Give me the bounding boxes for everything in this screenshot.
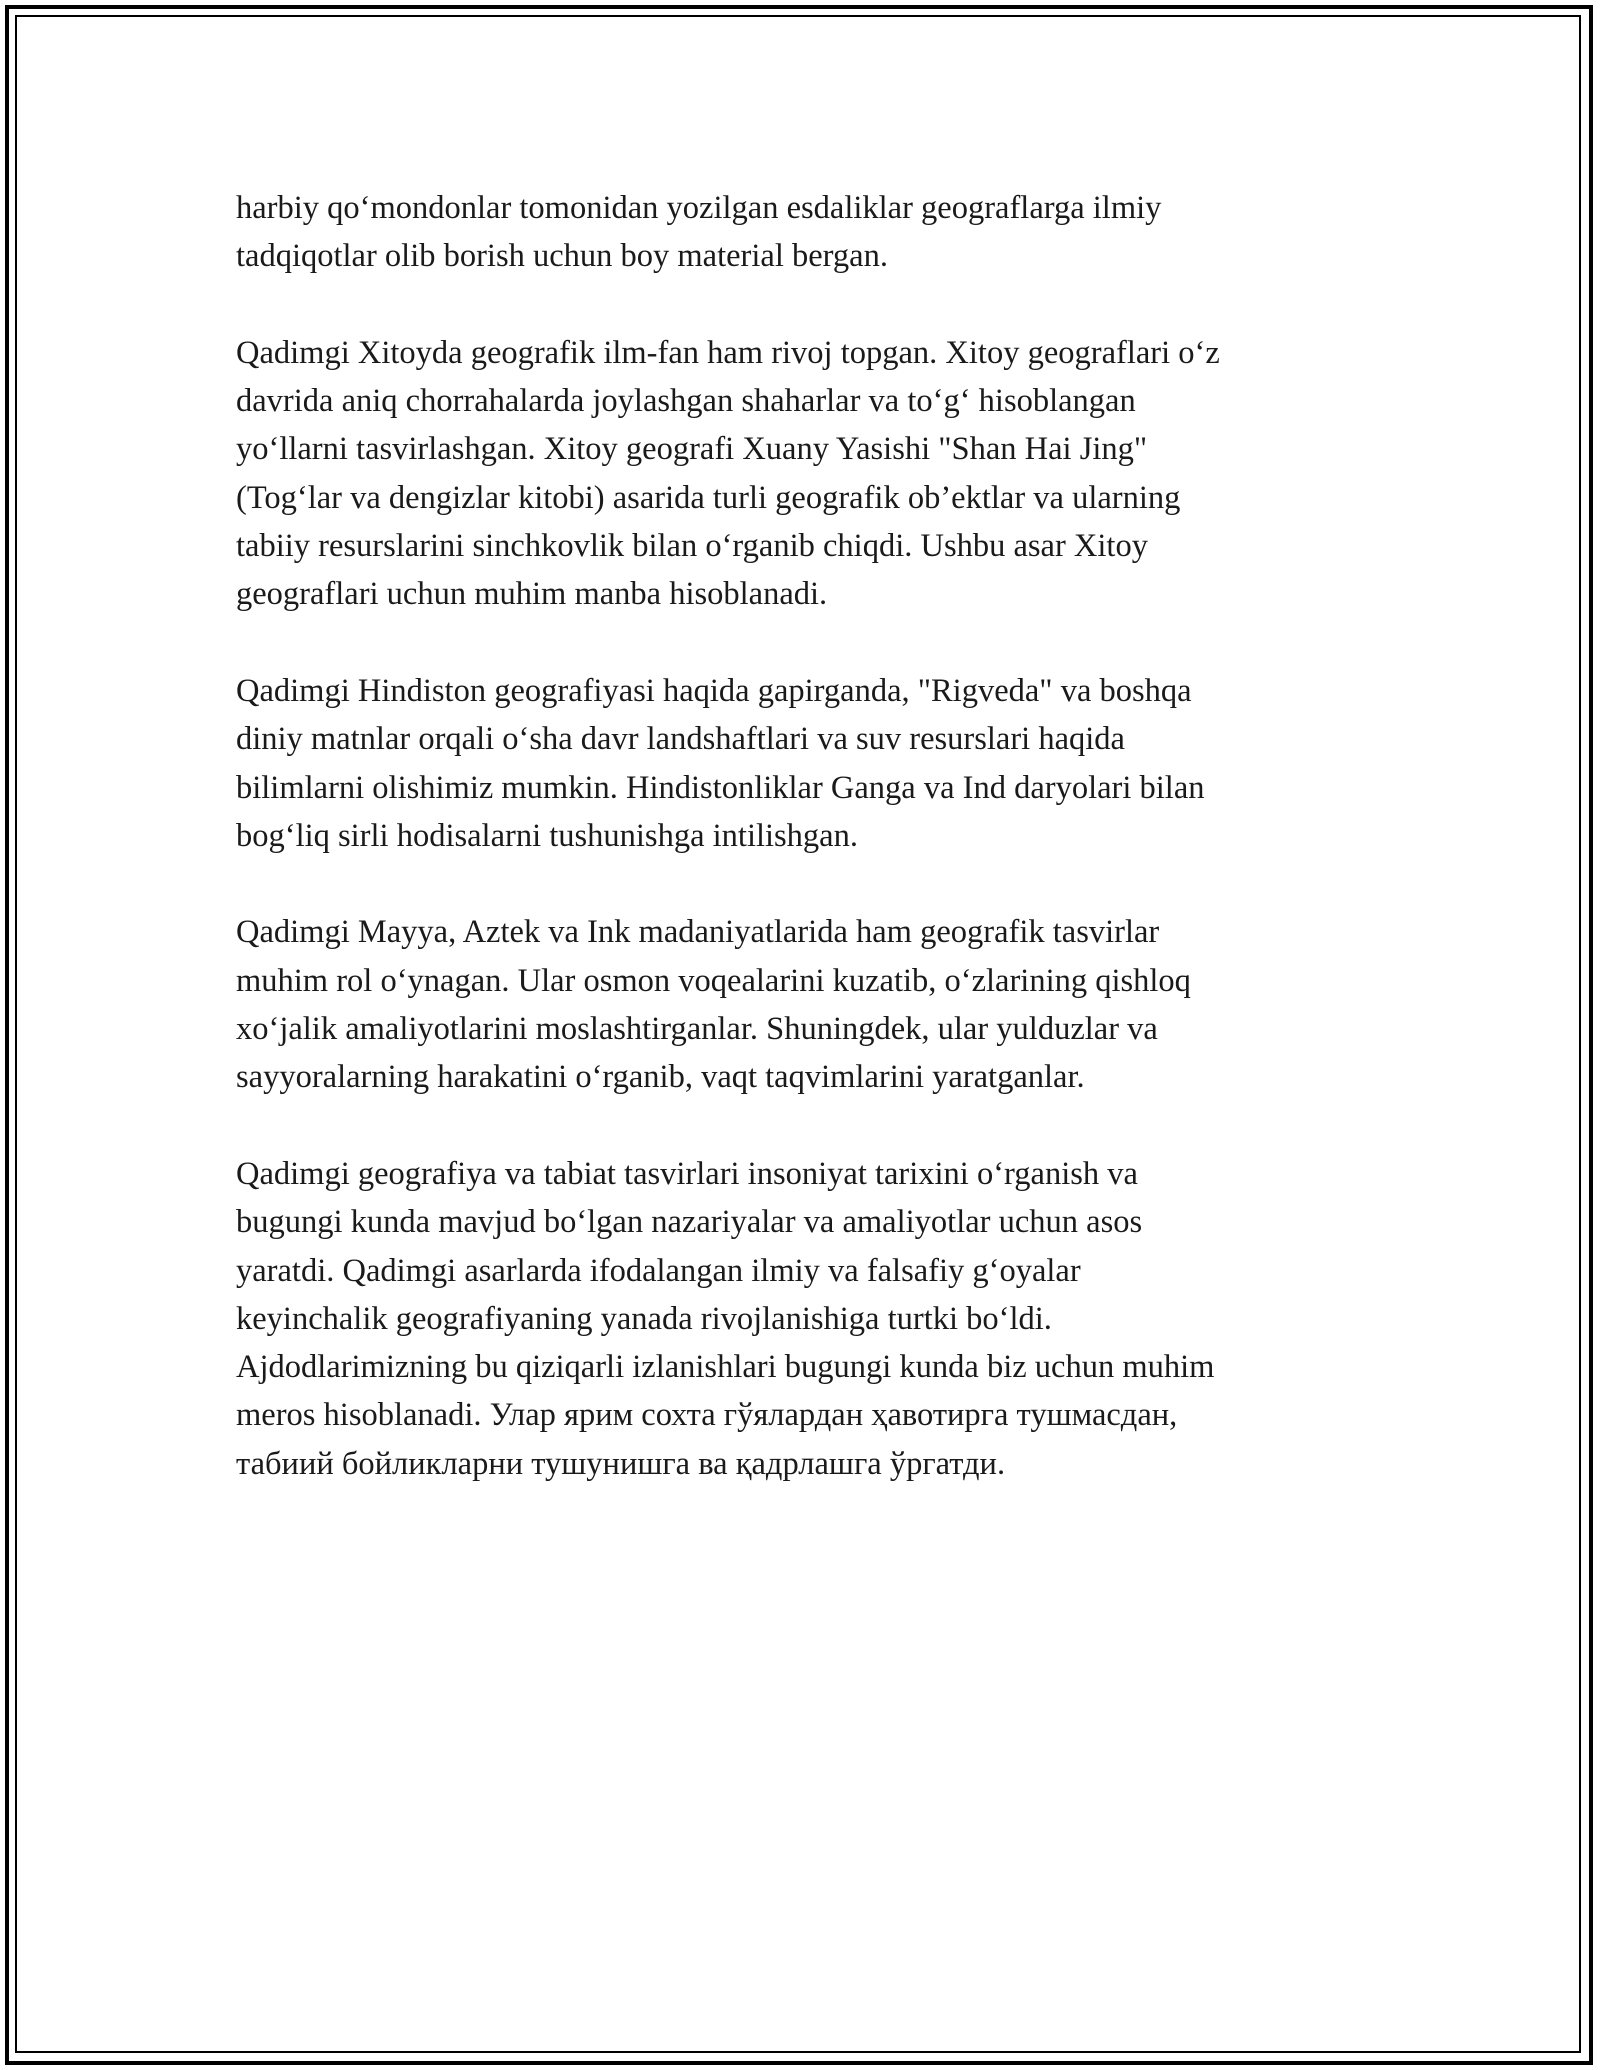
text-line: meros hisoblanadi. Улар ярим сохта гўялардан ҳавотирга тушмасдан, xyxy=(236,1397,1178,1434)
text-line: Qadimgi Mayya, Aztek va Ink madaniyatlarida ham geografik tasvirlar xyxy=(236,914,1160,951)
paragraph-1 xyxy=(236,184,1376,281)
text-line: (Tog‘lar va dengizlar kitobi) asarida turli geografik ob’ektlar va ularning xyxy=(236,479,1181,516)
text-line: geograflari uchun muhim manba hisoblanadi. xyxy=(236,576,828,613)
text-line: yaratdi. Qadimgi asarlarda ifodalangan ilmiy va falsafiy g‘oyalar xyxy=(236,1252,1081,1289)
paragraph-3 xyxy=(236,667,1376,860)
text-line: bugungi kunda mavjud bo‘lgan nazariyalar va amaliyotlar uchun asos xyxy=(236,1204,1143,1241)
text-line: xo‘jalik amaliyotlarini moslashtirganlar. Shuningdek, ular yulduzlar va xyxy=(236,1011,1158,1048)
text-line: Qadimgi geografiya va tabiat tasvirlari insoniyat tarixini o‘rganish va xyxy=(236,1155,1138,1192)
paragraph-5 xyxy=(236,1150,1376,1488)
text-line: tadqiqotlar olib borish uchun boy material bergan. xyxy=(236,238,888,275)
text-line: bog‘liq sirli hodisalarni tushunishga intilishgan. xyxy=(236,817,858,854)
document-body xyxy=(236,184,1376,1536)
text-line: harbiy qo‘mondonlar tomonidan yozilgan esdaliklar geograflarga ilmiy xyxy=(236,190,1162,226)
text-line: табиий бойликларни тушунишга ва қадрлашга ўргатди. xyxy=(236,1445,1006,1482)
paragraph-4 xyxy=(236,908,1376,1101)
text-line: keyinchalik geografiyaning yanada rivojlanishiga turtki bo‘ldi. xyxy=(236,1300,1052,1337)
text-line: Qadimgi Xitoyda geografik ilm-fan ham rivoj topgan. Xitoy geograflari o‘z xyxy=(236,334,1220,371)
text-line: tabiiy resurslarini sinchkovlik bilan o‘rganib chiqdi. Ushbu asar Xitoy xyxy=(236,528,1148,565)
text-line: diniy matnlar orqali o‘sha davr landshaftlari va suv resurslari haqida xyxy=(236,721,1125,758)
text-line: Ajdodlarimizning bu qiziqarli izlanishlari bugungi kunda biz uchun muhim xyxy=(236,1349,1215,1386)
text-line: muhim rol o‘ynagan. Ular osmon voqealarini kuzatib, o‘zlarining qishloq xyxy=(236,962,1191,999)
paragraph-2 xyxy=(236,329,1376,619)
text-line: bilimlarni olishimiz mumkin. Hindistonliklar Ganga va Ind daryolari bilan xyxy=(236,769,1205,806)
text-line: sayyoralarning harakatini o‘rganib, vaqt taqvimlarini yaratganlar. xyxy=(236,1059,1085,1096)
text-line: yo‘llarni tasvirlashgan. Xitoy geografi Xuany Yasishi "Shan Hai Jing" xyxy=(236,431,1148,468)
text-line: davrida aniq chorrahalarda joylashgan shaharlar va to‘g‘ hisoblangan xyxy=(236,383,1136,420)
text-line: Qadimgi Hindiston geografiyasi haqida gapirganda, "Rigveda" va boshqa xyxy=(236,672,1192,709)
